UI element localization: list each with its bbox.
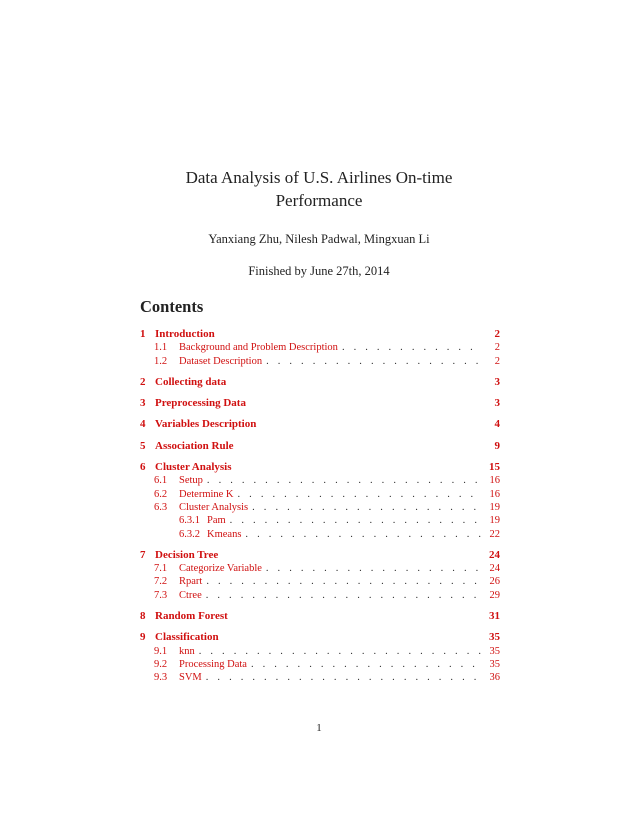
toc-section-3 [140, 397, 500, 410]
toc-subsection-6-3-2-number: 6.3.2 [179, 528, 200, 540]
toc-subsection-6-3-1-title: Pam [207, 515, 226, 527]
toc-subsection-6-3-2-title: Kmeans [207, 528, 242, 540]
toc-subsection-9-2-link[interactable] [140, 658, 500, 671]
toc-subsection-1-2-page: 2 [494, 355, 500, 367]
toc-subsection-7-1-link[interactable] [140, 562, 500, 575]
toc-subsection-6-3-page: 19 [489, 501, 500, 513]
toc-section-6-title: Cluster Analysis [155, 461, 232, 474]
toc-section-5-page: 9 [494, 439, 500, 452]
dot-leader [230, 514, 482, 527]
toc-section-6 [140, 461, 500, 541]
toc-section-4-title: Variables Description [155, 418, 257, 431]
toc-section-1 [140, 328, 500, 368]
toc-subsection-7-2-number: 7.2 [154, 576, 168, 588]
toc-section-3-title: Preprocessing Data [155, 397, 246, 410]
toc-subsection-6-2-link[interactable] [140, 488, 500, 501]
toc-section-8-link[interactable] [140, 610, 500, 623]
toc-section-3-link[interactable] [140, 397, 500, 410]
toc-subsection-9-1-title: knn [179, 645, 195, 657]
toc-subsection-6-3-number: 6.3 [154, 501, 168, 513]
toc-subsection-7-1-title: Categorize Variable [179, 563, 262, 575]
dot-leader [266, 355, 482, 368]
toc-section-9 [140, 631, 500, 684]
toc-section-9-link[interactable] [140, 631, 500, 644]
document-title-line-2: Performance [275, 191, 363, 210]
toc-section-7-title: Decision Tree [155, 548, 219, 561]
toc-subsection-6-2-number: 6.2 [154, 488, 168, 500]
toc-section-4-link[interactable] [140, 418, 500, 431]
toc-section-7 [140, 549, 500, 602]
dot-leader [251, 658, 482, 671]
toc-section-8 [140, 610, 500, 623]
document-title [0, 166, 638, 212]
toc-subsection-9-3-number: 9.3 [154, 672, 168, 684]
toc-section-3-page: 3 [494, 397, 500, 410]
toc-section-2-page: 3 [494, 375, 500, 388]
dot-leader [266, 562, 482, 575]
toc-section-8-page: 31 [489, 610, 500, 623]
toc-subsection-6-3-1-link[interactable] [140, 514, 500, 527]
toc-section-4-page: 4 [494, 418, 500, 431]
toc-section-1-number: 1 [140, 328, 146, 340]
toc-subsection-7-2-link[interactable] [140, 575, 500, 588]
toc-section-7-page: 24 [489, 548, 500, 561]
toc-section-8-title: Random Forest [155, 610, 228, 623]
toc-subsection-6-3-title: Cluster Analysis [179, 501, 249, 513]
toc-subsection-9-2-page: 35 [489, 658, 500, 670]
toc-subsection-9-3-title: SVM [179, 672, 202, 684]
toc-section-6-link[interactable] [140, 461, 500, 474]
dot-leader [252, 501, 482, 514]
toc-subsection-7-1-page: 24 [489, 563, 500, 575]
table-of-contents [140, 328, 500, 693]
toc-subsection-9-2-number: 9.2 [154, 658, 168, 670]
toc-subsection-6-3-2-page: 22 [489, 528, 500, 540]
toc-subsection-7-3-number: 7.3 [154, 589, 168, 601]
authors: Yanxiang Zhu, Nilesh Padwal, Mingxuan Li [208, 232, 430, 246]
toc-section-6-page: 15 [489, 461, 500, 474]
toc-subsection-6-1-number: 6.1 [154, 475, 168, 487]
toc-subsection-7-2-page: 26 [489, 576, 500, 588]
toc-subsection-7-3-page: 29 [489, 589, 500, 601]
dot-leader [245, 528, 482, 541]
dot-leader [207, 474, 482, 487]
toc-section-2-link[interactable] [140, 376, 500, 389]
toc-section-1-link[interactable] [140, 328, 500, 341]
toc-section-2-title: Collecting data [155, 375, 227, 388]
toc-section-2-number: 2 [140, 375, 146, 388]
toc-subsection-9-1-page: 35 [489, 645, 500, 657]
toc-section-8-number: 8 [140, 610, 146, 623]
dot-leader [206, 575, 482, 588]
toc-subsection-1-2-title: Dataset Description [179, 355, 263, 367]
toc-subsection-7-3-link[interactable] [140, 589, 500, 602]
toc-section-1-page: 2 [494, 328, 500, 340]
toc-subsection-6-1-title: Setup [179, 475, 203, 487]
toc-section-5-number: 5 [140, 439, 146, 452]
toc-section-5-link[interactable] [140, 440, 500, 453]
toc-subsection-6-2-title: Determine K [179, 488, 234, 500]
completion-date: Finished by June 27th, 2014 [248, 264, 390, 278]
contents-heading: Contents [140, 297, 204, 316]
toc-subsection-9-1-link[interactable] [140, 645, 500, 658]
dot-leader [206, 589, 482, 602]
toc-section-2 [140, 376, 500, 389]
toc-section-9-title: Classification [155, 631, 219, 644]
dot-leader [199, 645, 482, 658]
toc-subsection-9-3-page: 36 [489, 672, 500, 684]
toc-section-9-page: 35 [489, 631, 500, 644]
toc-subsection-6-3-1-page: 19 [489, 515, 500, 527]
toc-subsection-1-1-link[interactable] [140, 341, 500, 354]
toc-section-7-number: 7 [140, 548, 146, 561]
toc-section-7-link[interactable] [140, 549, 500, 562]
toc-section-5 [140, 440, 500, 453]
toc-subsection-7-3-title: Ctree [179, 589, 202, 601]
toc-section-6-number: 6 [140, 461, 146, 474]
toc-section-1-title: Introduction [155, 328, 215, 340]
toc-subsection-7-2-title: Rpart [179, 576, 203, 588]
toc-section-4 [140, 418, 500, 431]
toc-subsection-6-1-link[interactable] [140, 474, 500, 487]
dot-leader [342, 341, 482, 354]
toc-section-4-number: 4 [140, 418, 146, 431]
dot-leader [206, 671, 482, 684]
toc-subsection-6-2-page: 16 [489, 488, 500, 500]
toc-section-5-title: Association Rule [155, 439, 234, 452]
toc-subsection-6-1-page: 16 [489, 475, 500, 487]
toc-subsection-1-2-link[interactable] [140, 355, 500, 368]
toc-subsection-1-1-page: 2 [494, 342, 500, 354]
toc-subsection-6-3-1-number: 6.3.1 [179, 515, 200, 527]
toc-subsection-9-3-link[interactable] [140, 671, 500, 684]
toc-subsection-6-3-2-link[interactable] [140, 528, 500, 541]
document-title-line-1: Data Analysis of U.S. Airlines On-time [185, 168, 453, 187]
toc-subsection-7-1-number: 7.1 [154, 563, 168, 575]
toc-subsection-6-3-link[interactable] [140, 501, 500, 514]
dot-leader [238, 488, 482, 501]
toc-subsection-1-2-number: 1.2 [154, 355, 168, 367]
toc-subsection-9-1-number: 9.1 [154, 645, 168, 657]
toc-section-3-number: 3 [140, 397, 146, 410]
toc-subsection-1-1-title: Background and Problem Description [179, 342, 338, 354]
toc-section-9-number: 9 [140, 631, 146, 644]
toc-subsection-9-2-title: Processing Data [179, 658, 247, 670]
toc-subsection-1-1-number: 1.1 [154, 342, 168, 354]
page-number: 1 [316, 722, 322, 734]
